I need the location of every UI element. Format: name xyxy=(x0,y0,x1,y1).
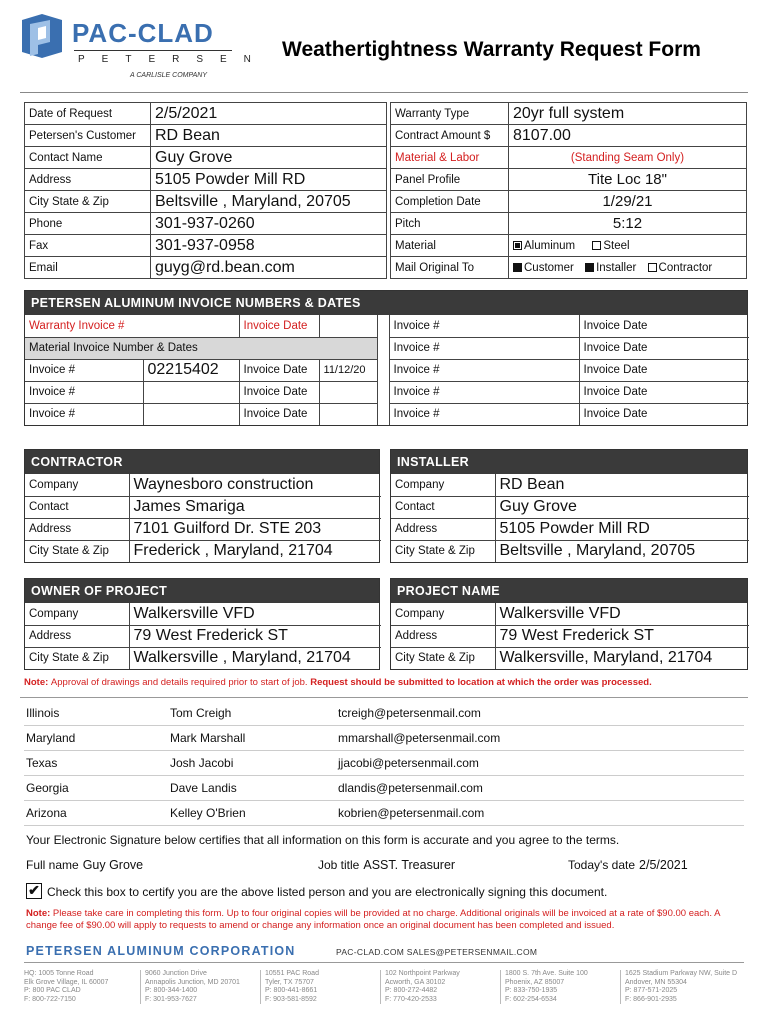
field-label: Contact xyxy=(25,496,129,518)
spacer xyxy=(377,403,389,425)
field-label: Date of Request xyxy=(25,103,151,125)
contact-name: Dave Landis xyxy=(170,781,237,795)
contract-amount-field[interactable]: 8107.00 xyxy=(509,125,747,147)
field-label: Warranty Type xyxy=(391,103,509,125)
field-label: City State & Zip xyxy=(391,540,495,562)
invoice-label: Invoice # xyxy=(25,403,143,425)
office-line: P: 800-272-4482 xyxy=(385,987,438,994)
certify-checkbox[interactable]: ✔ xyxy=(26,883,42,899)
signature-statement: Your Electronic Signature below certifies that all information on this form is accurate and you agree to the terms. xyxy=(26,833,620,847)
phone-field[interactable]: 301-937-0260 xyxy=(151,213,387,235)
job-title-row xyxy=(318,858,455,872)
divider xyxy=(24,825,744,826)
spacer xyxy=(377,337,389,359)
office-line: Tyler, TX 75707 xyxy=(265,978,314,986)
office-address xyxy=(380,970,490,1004)
field-label: Company xyxy=(391,603,495,625)
invoice-number-field[interactable]: Invoice # xyxy=(389,359,579,381)
office-address xyxy=(20,970,130,1004)
list-item xyxy=(24,802,744,826)
spacer xyxy=(377,359,389,381)
contact-name: Kelley O'Brien xyxy=(170,806,246,820)
spacer xyxy=(377,381,389,403)
invoice-label: Invoice # xyxy=(25,381,143,403)
contractor-address-field[interactable]: 7101 Guilford Dr. STE 203 xyxy=(129,518,381,540)
list-item xyxy=(24,752,744,776)
project-city-field[interactable]: Walkersville, Maryland, 21704 xyxy=(495,647,749,669)
contact-name: Josh Jacobi xyxy=(170,756,234,770)
invoice-section xyxy=(24,290,748,426)
checkbox-label: Installer xyxy=(596,261,637,274)
contact-name: Tom Creigh xyxy=(170,706,232,720)
warranty-type-field[interactable]: 20yr full system xyxy=(509,103,747,125)
contact-state: Maryland xyxy=(26,731,76,745)
field-label: City State & Zip xyxy=(25,647,129,669)
invoice-number-field[interactable]: 02215402 xyxy=(143,359,239,381)
office-address xyxy=(260,970,370,1004)
invoice-number-field[interactable] xyxy=(143,381,239,403)
invoice-date-field[interactable] xyxy=(319,403,377,425)
invoice-date-label: Invoice Date xyxy=(239,359,319,381)
office-line: F: 800-722-7150 xyxy=(24,995,76,1003)
contractor-checkbox[interactable] xyxy=(648,262,713,274)
field-label: Mail Original To xyxy=(391,257,509,279)
office-line: 102 Northpoint Parkway xyxy=(385,970,460,977)
office-address xyxy=(140,970,250,1004)
office-line: 9060 Junction Drive xyxy=(145,970,207,977)
fax-field[interactable]: 301-937-0958 xyxy=(151,235,387,257)
email-field[interactable]: guyg@rd.bean.com xyxy=(151,257,387,279)
field-label: City State & Zip xyxy=(391,647,495,669)
office-line: P: 800-441-8661 xyxy=(265,987,318,994)
section-header: OWNER OF PROJECT xyxy=(25,579,379,603)
office-line: F: 301-953-7627 xyxy=(145,995,197,1003)
contact-email[interactable]: jjacobi@petersenmail.com xyxy=(338,756,479,770)
mail-options xyxy=(509,257,747,279)
owner-city-field[interactable]: Walkersville , Maryland, 21704 xyxy=(129,647,381,669)
checkbox-checked-icon xyxy=(513,263,522,272)
office-line: Annapolis Junction, MD 20701 xyxy=(145,978,240,986)
field-label: Phone xyxy=(25,213,151,235)
checkbox-empty-icon xyxy=(648,263,657,272)
field-label: Address xyxy=(25,518,129,540)
invoice-table xyxy=(25,315,749,425)
office-line: F: 770-420-2533 xyxy=(385,995,437,1003)
section-header: PROJECT NAME xyxy=(391,579,747,603)
contact-email[interactable]: tcreigh@petersenmail.com xyxy=(338,706,481,720)
owner-table xyxy=(25,603,381,669)
installer-company-field[interactable]: RD Bean xyxy=(495,474,749,496)
contractor-contact-field[interactable]: James Smariga xyxy=(129,496,381,518)
note-text: Approval of drawings and details required prior to start of job. xyxy=(50,677,311,688)
field-label: Company xyxy=(25,603,129,625)
field-label: Contact Name xyxy=(25,147,151,169)
field-label: Contract Amount $ xyxy=(391,125,509,147)
installer-section xyxy=(390,449,748,563)
contact-name-field[interactable]: Guy Grove xyxy=(151,147,387,169)
office-line: F: 602-254-6534 xyxy=(505,995,557,1003)
contractor-city-field[interactable]: Frederick , Maryland, 21704 xyxy=(129,540,381,562)
contractor-table xyxy=(25,474,381,562)
installer-address-field[interactable]: 5105 Powder Mill RD xyxy=(495,518,749,540)
invoice-date-label: Invoice Date xyxy=(239,381,319,403)
invoice-number-field[interactable]: Invoice # xyxy=(389,337,579,359)
brand-subtitle: PETERSEN xyxy=(78,54,268,65)
job-title-label: Job title xyxy=(318,858,360,872)
invoice-date-field[interactable]: Invoice Date xyxy=(579,381,749,403)
invoice-date-field[interactable]: Invoice Date xyxy=(579,403,749,425)
field-label: Material & Labor xyxy=(391,147,509,169)
field-label: Email xyxy=(25,257,151,279)
brand-rule xyxy=(74,50,232,51)
divider xyxy=(20,697,748,698)
field-label: Company xyxy=(25,474,129,496)
project-section xyxy=(390,578,748,670)
office-line: Elk Grove Village, IL 60007 xyxy=(24,978,109,986)
field-label: Fax xyxy=(25,235,151,257)
installer-contact-field[interactable]: Guy Grove xyxy=(495,496,749,518)
office-line: F: 866-901-2935 xyxy=(625,995,677,1003)
warranty-invoice-date-field[interactable] xyxy=(319,315,377,337)
date-label: Today's date xyxy=(568,858,636,872)
field-label: Address xyxy=(391,625,495,647)
material-invoice-heading: Material Invoice Number & Dates xyxy=(25,337,377,359)
office-address xyxy=(620,970,750,1004)
divider xyxy=(24,800,744,801)
full-name-field[interactable]: Guy Grove xyxy=(82,858,144,872)
contact-name: Mark Marshall xyxy=(170,731,246,745)
note-emphasis: Request should be submitted to location at which the order was processed. xyxy=(310,677,652,688)
warranty-invoice-field[interactable]: Warranty Invoice # xyxy=(25,315,239,337)
office-address xyxy=(500,970,610,1004)
date-field[interactable]: 2/5/2021 xyxy=(639,858,688,872)
job-title-field[interactable]: ASST. Treasurer xyxy=(363,858,456,872)
invoice-number-field[interactable]: Invoice # xyxy=(389,315,579,337)
office-line: P: 833-750-1935 xyxy=(505,987,558,994)
divider xyxy=(24,725,744,726)
field-label: Panel Profile xyxy=(391,169,509,191)
brand-carlisle: A CARLISLE COMPANY xyxy=(130,72,208,79)
aluminum-checkbox[interactable] xyxy=(513,240,575,252)
office-line: HQ: 1005 Tonne Road xyxy=(24,970,94,977)
section-header: CONTRACTOR xyxy=(25,450,379,474)
checkbox-label: Customer xyxy=(524,261,574,274)
installer-city-field[interactable]: Beltsville , Maryland, 20705 xyxy=(495,540,749,562)
pac-clad-logo-icon xyxy=(20,12,64,60)
invoice-number-field[interactable]: Invoice # xyxy=(389,381,579,403)
contact-email[interactable]: dlandis@petersenmail.com xyxy=(338,781,483,795)
address-field[interactable]: 5105 Powder Mill RD xyxy=(151,169,387,191)
customer-field[interactable]: RD Bean xyxy=(151,125,387,147)
invoice-date-field[interactable]: Invoice Date xyxy=(579,337,749,359)
divider xyxy=(24,962,744,963)
date-of-request-field[interactable]: 2/5/2021 xyxy=(151,103,387,125)
note-prefix: Note: xyxy=(24,677,51,688)
office-line: P: 800-344-1400 xyxy=(145,987,198,994)
invoice-date-field[interactable]: 11/12/20 xyxy=(319,359,377,381)
list-item xyxy=(24,777,744,801)
warranty-info-table xyxy=(390,102,747,279)
divider xyxy=(20,92,748,93)
field-label: City State & Zip xyxy=(25,540,129,562)
invoice-number-field[interactable] xyxy=(143,403,239,425)
checkbox-label: Steel xyxy=(603,239,630,252)
office-line: F: 903-581-8592 xyxy=(265,995,317,1003)
checkbox-label: Aluminum xyxy=(524,239,576,252)
material-options xyxy=(509,235,747,257)
invoice-label: Invoice # xyxy=(25,359,143,381)
completion-date-field[interactable]: 1/29/21 xyxy=(509,191,747,213)
office-line: 1625 Stadium Parkway NW, Suite D xyxy=(625,970,738,977)
divider xyxy=(24,750,744,751)
city-state-zip-field[interactable]: Beltsville , Maryland, 20705 xyxy=(151,191,387,213)
invoice-date-field[interactable]: Invoice Date xyxy=(579,315,749,337)
list-item xyxy=(24,702,744,726)
list-item xyxy=(24,727,744,751)
footer-company-name: PETERSEN ALUMINUM CORPORATION xyxy=(26,944,296,958)
full-name-row xyxy=(26,858,143,872)
brand-name: PAC-CLAD xyxy=(72,18,214,48)
steel-checkbox[interactable] xyxy=(592,240,629,252)
approval-note xyxy=(24,677,652,688)
note-prefix: Note: xyxy=(26,908,53,919)
owner-section xyxy=(24,578,380,670)
field-label: Address xyxy=(25,169,151,191)
contact-state: Arizona xyxy=(26,806,67,820)
contact-state: Illinois xyxy=(26,706,60,720)
field-label: Completion Date xyxy=(391,191,509,213)
full-name-label: Full name xyxy=(26,858,79,872)
date-row xyxy=(568,858,688,872)
contractor-section xyxy=(24,449,380,563)
contact-state: Georgia xyxy=(26,781,69,795)
invoice-date-field[interactable] xyxy=(319,381,377,403)
certify-label: Check this box to certify you are the above listed person and you are electronically signing this document. xyxy=(47,885,608,899)
installer-checkbox[interactable] xyxy=(585,262,636,274)
invoice-date-field[interactable]: Invoice Date xyxy=(579,359,749,381)
customer-info-table xyxy=(24,102,387,279)
checkbox-checked-icon xyxy=(513,241,522,250)
installer-table xyxy=(391,474,749,562)
form-title: Weathertightness Warranty Request Form xyxy=(282,38,701,61)
pitch-field[interactable]: 5:12 xyxy=(509,213,747,235)
field-label: Address xyxy=(391,518,495,540)
office-line: P: 800 PAC CLAD xyxy=(24,987,81,994)
contact-state: Texas xyxy=(26,756,58,770)
copies-note xyxy=(26,908,738,932)
office-line: Acworth, GA 30102 xyxy=(385,978,446,986)
panel-profile-field[interactable]: Tite Loc 18" xyxy=(509,169,747,191)
contact-email[interactable]: kobrien@petersenmail.com xyxy=(338,806,485,820)
footer-links[interactable]: PAC-CLAD.COM SALES@PETERSENMAIL.COM xyxy=(336,947,538,957)
project-table xyxy=(391,603,749,669)
spacer xyxy=(377,315,389,337)
field-label: Contact xyxy=(391,496,495,518)
project-address-field[interactable]: 79 West Frederick ST xyxy=(495,625,749,647)
office-line: 1800 S. 7th Ave. Suite 100 xyxy=(505,970,588,977)
section-header: PETERSEN ALUMINUM INVOICE NUMBERS & DATES xyxy=(25,291,747,315)
field-label: Address xyxy=(25,625,129,647)
owner-address-field[interactable]: 79 West Frederick ST xyxy=(129,625,381,647)
project-company-field[interactable]: Walkersville VFD xyxy=(495,603,749,625)
office-line: 10551 PAC Road xyxy=(265,970,319,977)
contractor-company-field[interactable]: Waynesboro construction xyxy=(129,474,381,496)
contact-email[interactable]: mmarshall@petersenmail.com xyxy=(338,731,501,745)
field-label: Company xyxy=(391,474,495,496)
checkbox-checked-icon xyxy=(585,263,594,272)
customer-checkbox[interactable] xyxy=(513,262,574,274)
note-text: Please take care in completing this form. Up to four original copies will be provided at no charge. Additional originals will be invoiced at a rate of $90.00 each. A change fee of $90.00 will apply to requests to amend or change any information once an original document has been completed and issued. xyxy=(26,908,720,931)
field-label: Petersen's Customer xyxy=(25,125,151,147)
field-label: Pitch xyxy=(391,213,509,235)
office-line: Andover, MN 55304 xyxy=(625,978,687,986)
field-label: Material xyxy=(391,235,509,257)
office-line: Phoenix, AZ 85007 xyxy=(505,978,565,986)
invoice-number-field[interactable]: Invoice # xyxy=(389,403,579,425)
field-label: City State & Zip xyxy=(25,191,151,213)
owner-company-field[interactable]: Walkersville VFD xyxy=(129,603,381,625)
invoice-date-label: Invoice Date xyxy=(239,315,319,337)
section-header: INSTALLER xyxy=(391,450,747,474)
office-line: P: 877-571-2025 xyxy=(625,987,678,994)
material-labor-note: (Standing Seam Only) xyxy=(509,147,747,169)
invoice-date-label: Invoice Date xyxy=(239,403,319,425)
checkbox-empty-icon xyxy=(592,241,601,250)
checkbox-label: Contractor xyxy=(658,261,713,274)
divider xyxy=(24,775,744,776)
